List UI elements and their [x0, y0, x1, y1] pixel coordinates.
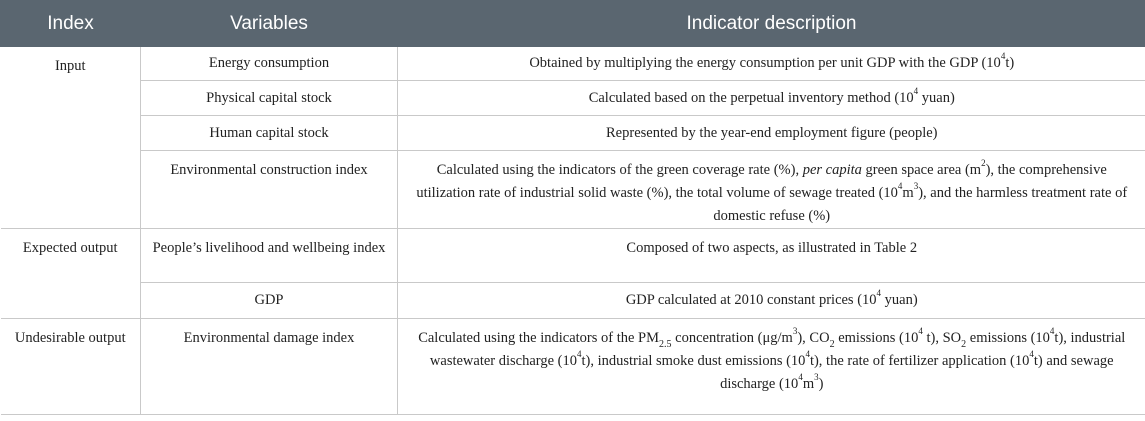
description-energy-consumption: Obtained by multiplying the energy consumption per unit GDP with the GDP $(10^4t)$ — [398, 47, 1145, 81]
description-human-capital-stock: Represented by the year-end employment figure (people) — [398, 116, 1145, 151]
description-environmental-construction-index: Calculated using the indicators of the green coverage rate (%), per capita green space area $(m^2)$, the comprehensive utilization rate of industrial solid waste (%), the total volume of sewage treated $(10^4m^3)$, and the harmless treatment rate of domestic refuse (%) — [398, 151, 1145, 229]
index-expected-output: Expected output — [1, 229, 141, 319]
header-indicator-description: Indicator description — [398, 1, 1145, 47]
index-input: Input — [1, 47, 141, 229]
variable-human-capital-stock: Human capital stock — [141, 116, 398, 151]
variable-livelihood-wellbeing-index: People’s livelihood and wellbeing index — [141, 229, 398, 283]
header-index: Index — [1, 1, 141, 47]
table-row — [1, 47, 1145, 81]
header-variables: Variables — [141, 1, 398, 47]
index-undesirable-output: Undesirable output — [1, 319, 141, 415]
description-gdp: GDP calculated at 2010 constant prices ($10^4$ yuan) — [398, 283, 1145, 319]
table-body — [1, 47, 1145, 415]
table-row — [1, 151, 1145, 229]
variable-environmental-damage-index: Environmental damage index — [141, 319, 398, 415]
header-row — [1, 1, 1145, 47]
description-livelihood-wellbeing-index: Composed of two aspects, as illustrated in Table 2 — [398, 229, 1145, 283]
table-row — [1, 116, 1145, 151]
variable-environmental-construction-index: Environmental construction index — [141, 151, 398, 229]
table-row — [1, 319, 1145, 415]
table-header — [1, 1, 1145, 47]
variable-energy-consumption: Energy consumption — [141, 47, 398, 81]
variable-physical-capital-stock: Physical capital stock — [141, 81, 398, 116]
description-physical-capital-stock: Calculated based on the perpetual inventory method ($10^4$ yuan) — [398, 81, 1145, 116]
table-row — [1, 81, 1145, 116]
table-row — [1, 229, 1145, 283]
description-environmental-damage-index: Calculated using the indicators of the $PM_{2.5}$ concentration $(\mu g/m^3)$, $CO_2$ emissions ($10^4$ t), $SO_2$ emissions $(10^4t)$, industrial wastewater discharge $(10^4t)$, industrial smoke dust emissions $(10^4t)$, the rate of fertilizer application $(10^4t)$ and sewage discharge $(10^4m^3)$ — [398, 319, 1145, 415]
table-row — [1, 283, 1145, 319]
variable-gdp: GDP — [141, 283, 398, 319]
